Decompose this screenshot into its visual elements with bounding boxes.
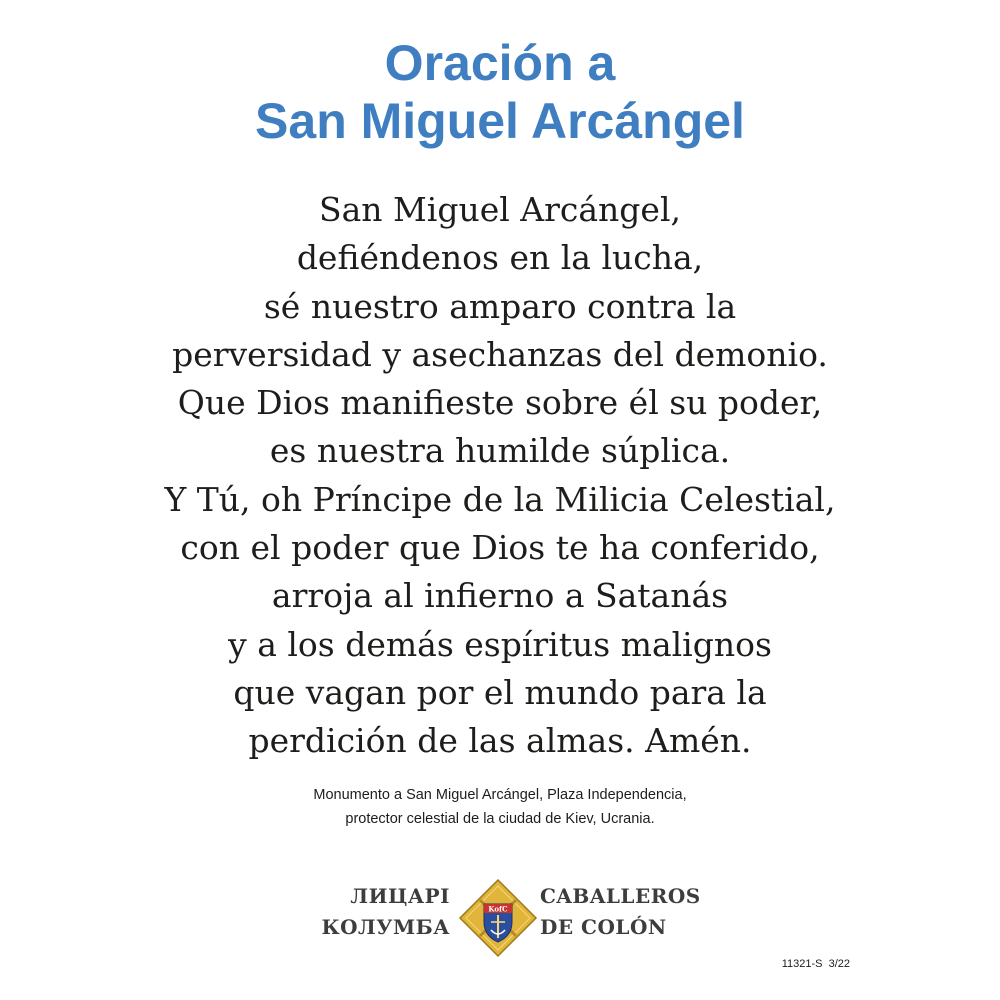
prayer-line: que vagan por el mundo para la bbox=[233, 672, 767, 712]
prayer-line: Que Dios manifieste sobre él su poder, bbox=[177, 383, 823, 423]
knights-of-columbus-emblem-icon bbox=[458, 878, 538, 958]
org-name-spanish-line-2: DE COLÓN bbox=[540, 915, 667, 939]
prayer-line: y a los demás espíritus malignos bbox=[228, 624, 772, 664]
prayer-line: arroja al infierno a Satanás bbox=[271, 576, 729, 616]
prayer-line: San Miguel Arcángel, bbox=[318, 190, 682, 229]
caption-line-2: protector celestial de la ciudad de Kiev, Ucrania. bbox=[345, 811, 655, 827]
caption-line-1: Monumento a San Miguel Arcángel, Plaza Independencia, bbox=[313, 787, 687, 803]
title-line-1: Oración a bbox=[384, 35, 616, 91]
prayer-line: es nuestra humilde súplica. bbox=[269, 431, 731, 471]
org-name-ukrainian-line-1: ЛИЦАРІ bbox=[350, 884, 450, 908]
document-code: 11321-S 3/22 bbox=[781, 958, 850, 970]
prayer-line: Y Tú, oh Príncipe de la Milicia Celestial, bbox=[164, 479, 836, 519]
org-name-spanish-line-1: CABALLEROS bbox=[540, 884, 701, 908]
emblem-text: KofC bbox=[488, 904, 508, 914]
org-name-ukrainian-line-2: КОЛУМБА bbox=[321, 915, 450, 939]
prayer-line: perversidad y asechanzas del demonio. bbox=[172, 334, 828, 374]
prayer-line: con el poder que Dios te ha conferido, bbox=[180, 528, 820, 568]
prayer-line: defiéndenos en la lucha, bbox=[296, 238, 704, 278]
title-line-2: San Miguel Arcángel bbox=[255, 93, 745, 149]
image-caption bbox=[0, 783, 1000, 831]
prayer-line: perdición de las almas. Amén. bbox=[248, 721, 752, 761]
prayer-line: sé nuestro amparo contra la bbox=[263, 286, 737, 326]
org-name-ukrainian bbox=[321, 881, 450, 943]
prayer-text bbox=[0, 186, 1000, 766]
page-title bbox=[0, 34, 1000, 150]
org-name-spanish bbox=[540, 881, 701, 943]
